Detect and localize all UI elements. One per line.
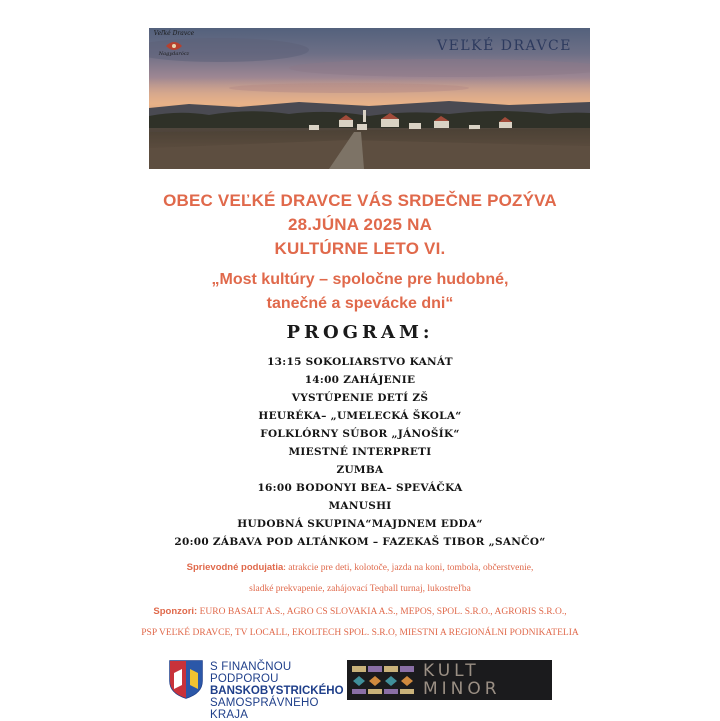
accompanying-events-label: Sprievodné podujatia [186, 562, 284, 573]
program-item: ZUMBA [336, 464, 384, 476]
accompanying-events-line2: sladké prekvapenie, zahájovací Teqball turnaj, lukostreľba [249, 584, 471, 594]
logo-text-top: Veľké Dravce [153, 30, 195, 37]
sponsors-line2: PSP VEĽKÉ DRAVCE, TV LOCALL, EKOLTECH SPOL. S.R.O, MIESTNI A REGIONÁLNI PODNIKATELIA [141, 628, 579, 638]
program-heading: PROGRAM: [286, 322, 434, 343]
banner-title: VEĽKÉ DRAVCE [437, 38, 572, 54]
headline-invitation: OBEC VEĽKÉ DRAVCE VÁS SRDEČNE POZÝVA [163, 191, 557, 210]
village-banner-photo [149, 28, 590, 169]
headline-date: 28.JÚNA 2025 NA [287, 215, 433, 234]
sponsors-label: Sponzori: [153, 606, 198, 617]
kult-minor-pattern-icon [350, 664, 416, 696]
kult-word: KULT [423, 661, 480, 681]
region-crest-icon [168, 659, 204, 699]
program-item: 20:00 ZÁBAVA POD ALTÁNKOM – FAZEKAŠ TIBOR „SANČO“ [174, 536, 546, 548]
accompanying-events-text: : atrakcie pre deti, kolotoče, jazda na koni, tombola, občerstvenie, [283, 563, 534, 573]
region-support-line2: BANSKOBYSTRICKÉHO [210, 685, 344, 697]
region-support-line3: SAMOSPRÁVNEHO KRAJA [210, 697, 319, 721]
program-item: 13:15 SOKOLIARSTVO KANÁT [267, 356, 453, 368]
program-item: VYSTÚPENIE DETÍ ZŠ [291, 392, 429, 404]
region-support-line1: S FINANČNOU PODPOROU [210, 661, 292, 685]
program-item: MIESTNÉ INTERPRETI [288, 446, 432, 458]
village-emblem-icon [164, 40, 184, 52]
kult-minor-logo [347, 660, 552, 700]
minor-word: MINOR [423, 679, 501, 699]
headline-event: KULTÚRNE LETO VI. [274, 239, 446, 258]
logo-text-bottom: Nagydarócz [158, 51, 190, 57]
event-motto-line1: „Most kultúry – spoločne pre hudobné, [211, 271, 509, 288]
program-item: 14:00 ZAHÁJENIE [304, 374, 416, 386]
program-item: MANUSHI [328, 500, 392, 512]
village-logo [153, 30, 195, 68]
accompanying-events-line1 [0, 562, 720, 573]
program-item: FOLKLÓRNY SÚBOR „JÁNOŠÍK“ [260, 428, 460, 440]
region-support-text [210, 661, 345, 721]
program-item: HEURÉKA– „UMELECKÁ ŠKOLA“ [258, 410, 462, 422]
sponsors-line1 [0, 606, 720, 617]
program-item: HUDOBNÁ SKUPINA“MAJDNEM EDDA“ [237, 518, 483, 530]
sponsors-text: EURO BASALT A.S., AGRO CS SLOVAKIA A.S., MEPOS, SPOL. S.R.O., AGRORIS S.R.O., [197, 607, 567, 617]
program-item: 16:00 BODONYI BEA– SPEVÁČKA [257, 482, 463, 494]
event-motto-line2: tanečné a spevácke dni“ [266, 295, 454, 312]
